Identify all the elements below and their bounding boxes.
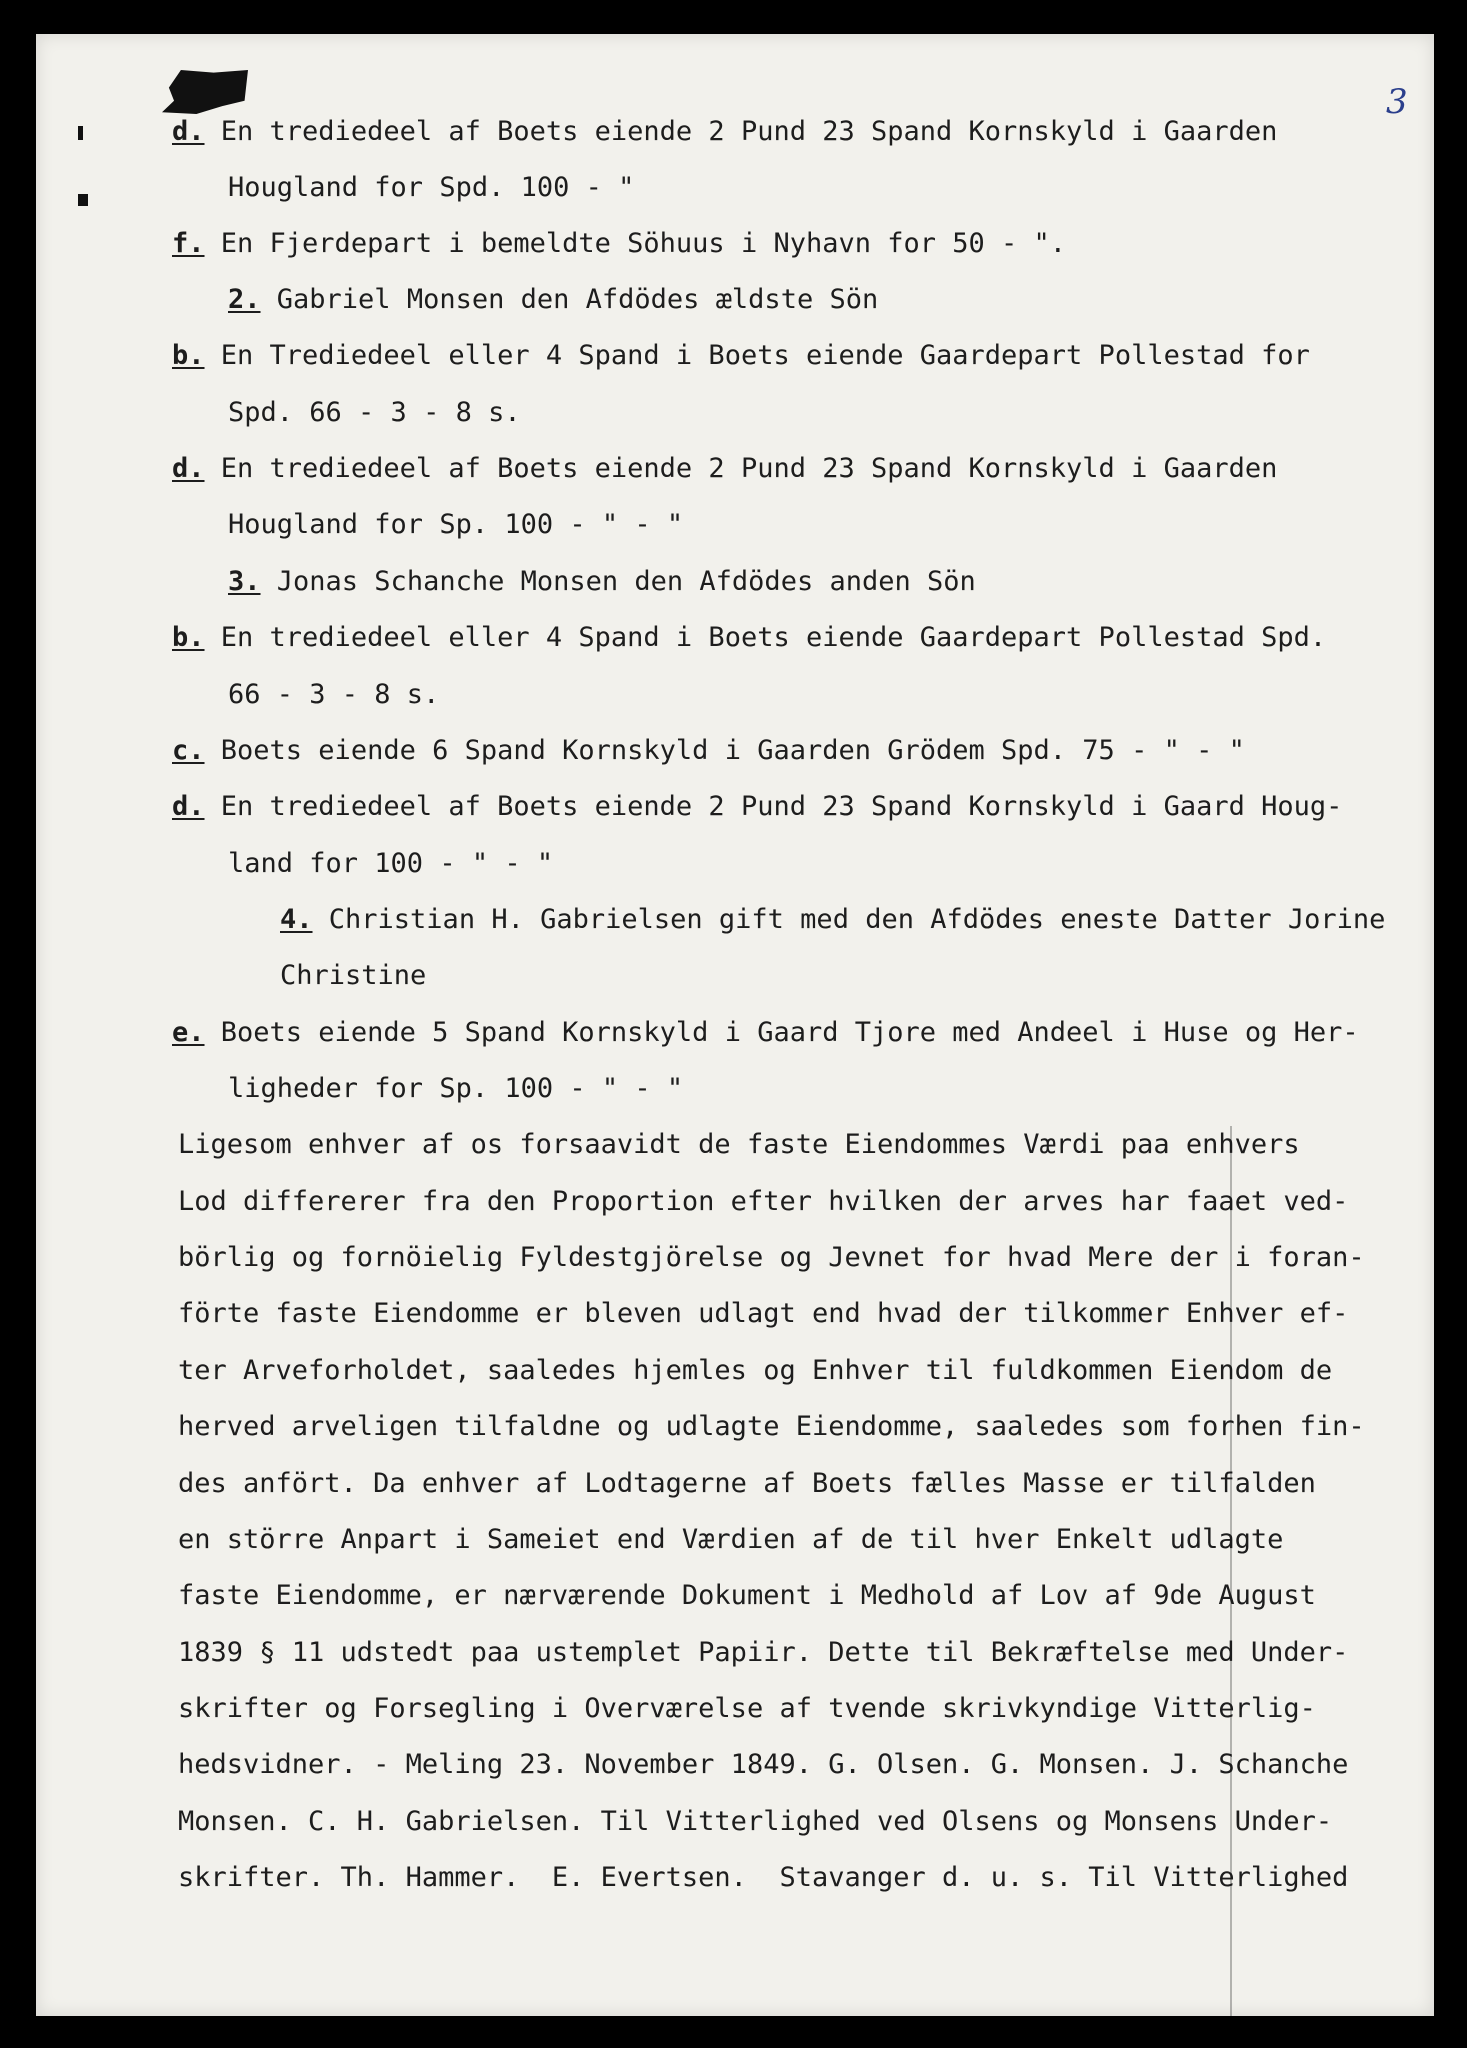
- line-text: skrifter. Th. Hammer. E. Evertsen. Stavanger d. u. s. Til Vitterlighed: [178, 1862, 1349, 1893]
- line-text: faste Eiendomme, er nærværende Dokument i Medhold af Lov af 9de August: [178, 1580, 1316, 1611]
- text-line: [172, 737, 1245, 764]
- page-number: 3: [1386, 82, 1408, 122]
- line-text: En trediedeel af Boets eiende 2 Pund 23 Spand Kornskyld i Gaarden: [204, 453, 1278, 484]
- line-text: börlig og fornöielig Fyldestgjörelse og Jevnet for hvad Mere der i foran-: [178, 1242, 1365, 1273]
- item-label: 2.: [228, 284, 261, 315]
- item-label: e.: [172, 1017, 205, 1048]
- text-line: [178, 1639, 1348, 1666]
- line-text: en större Anpart i Sameiet end Værdien af de til hver Enkelt udlagte: [178, 1524, 1284, 1555]
- text-line: [178, 1582, 1316, 1609]
- item-label: b.: [172, 622, 205, 653]
- text-line: [228, 568, 976, 595]
- text-line: [178, 1188, 1348, 1215]
- text-line: [172, 793, 1342, 820]
- item-label: d.: [172, 116, 205, 147]
- item-label: d.: [172, 791, 205, 822]
- line-text: hedsvidner. - Meling 23. November 1849. G. Olsen. G. Monsen. J. Schanche: [178, 1749, 1349, 1780]
- line-text: des anfört. Da enhver af Lodtagerne af Boets fælles Masse er tilfalden: [178, 1468, 1316, 1499]
- line-text: Boets eiende 6 Spand Kornskyld i Gaarden Grödem Spd. 75 - " - ": [204, 735, 1245, 766]
- text-line: [172, 342, 1310, 369]
- line-text: Spd. 66 - 3 - 8 s.: [228, 397, 521, 428]
- line-text: En Trediedeel eller 4 Spand i Boets eiende Gaardepart Pollestad for: [204, 340, 1310, 371]
- line-text: En Fjerdepart i bemeldte Söhuus i Nyhavn for 50 - ".: [204, 228, 1067, 259]
- text-line: [228, 1075, 683, 1102]
- text-line: [228, 399, 521, 426]
- line-text: Christian H. Gabrielsen gift med den Afdödes eneste Datter Jorine: [312, 904, 1386, 935]
- line-text: skrifter og Forsegling i Overværelse af tvende skrivkyndige Vitterlig-: [178, 1693, 1316, 1724]
- text-line: [178, 1413, 1365, 1440]
- line-text: En trediedeel af Boets eiende 2 Pund 23 Spand Kornskyld i Gaarden: [204, 116, 1278, 147]
- text-line: [178, 1244, 1365, 1271]
- item-label: f.: [172, 228, 205, 259]
- item-label: d.: [172, 453, 205, 484]
- text-line: [228, 681, 439, 708]
- line-text: Monsen. C. H. Gabrielsen. Til Vitterlighed ved Olsens og Monsens Under-: [178, 1806, 1333, 1837]
- text-line: [228, 174, 634, 201]
- text-line: [178, 1808, 1332, 1835]
- line-text: 66 - 3 - 8 s.: [228, 679, 440, 710]
- line-text: ter Arveforholdet, saaledes hjemles og Enhver til fuldkommen Eiendom de: [178, 1355, 1333, 1386]
- text-line: [178, 1131, 1300, 1158]
- line-text: Hougland for Spd. 100 - ": [228, 172, 635, 203]
- item-label: 4.: [280, 904, 313, 935]
- text-line: [228, 850, 553, 877]
- item-label: b.: [172, 340, 205, 371]
- line-text: Boets eiende 5 Spand Kornskyld i Gaard Tjore med Andeel i Huse og Her-: [204, 1017, 1359, 1048]
- text-line: [280, 962, 426, 989]
- text-line: [172, 118, 1277, 145]
- text-line: [172, 1019, 1359, 1046]
- line-text: förte faste Eiendomme er bleven udlagt end hvad der tilkommer Enhver ef-: [178, 1298, 1349, 1329]
- line-text: 1839 § 11 udstedt paa ustemplet Papiir. Dette til Bekræftelse med Under-: [178, 1637, 1349, 1668]
- line-text: Hougland for Sp. 100 - " - ": [228, 509, 684, 540]
- text-line: [178, 1526, 1283, 1553]
- line-text: ligheder for Sp. 100 - " - ": [228, 1073, 684, 1104]
- document-page: [36, 34, 1434, 2016]
- line-text: herved arveligen tilfaldne og udlagte Eiendomme, saaledes som forhen fin-: [178, 1411, 1365, 1442]
- text-line: [178, 1751, 1348, 1778]
- margin-mark: [78, 126, 83, 140]
- item-label: c.: [172, 735, 205, 766]
- text-line: [172, 230, 1066, 257]
- text-line: [228, 511, 683, 538]
- text-line: [280, 906, 1385, 933]
- line-text: Christine: [280, 960, 427, 991]
- text-line: [172, 455, 1277, 482]
- ink-stain-mark: [162, 70, 248, 114]
- line-text: En trediedeel eller 4 Spand i Boets eiende Gaardepart Pollestad Spd.: [204, 622, 1327, 653]
- margin-mark: [78, 194, 88, 206]
- text-line: [178, 1470, 1316, 1497]
- text-line: [178, 1695, 1316, 1722]
- text-line: [178, 1864, 1348, 1891]
- line-text: Jonas Schanche Monsen den Afdödes anden Sön: [260, 566, 976, 597]
- line-text: En trediedeel af Boets eiende 2 Pund 23 Spand Kornskyld i Gaard Houg-: [204, 791, 1343, 822]
- line-text: land for 100 - " - ": [228, 848, 554, 879]
- item-label: 3.: [228, 566, 261, 597]
- text-line: [172, 624, 1326, 651]
- text-line: [178, 1300, 1348, 1327]
- text-line: [178, 1357, 1332, 1384]
- line-text: Gabriel Monsen den Afdödes ældste Sön: [260, 284, 879, 315]
- line-text: Ligesom enhver af os forsaavidt de faste Eiendommes Værdi paa enhvers: [178, 1129, 1300, 1160]
- text-line: [228, 286, 878, 313]
- line-text: Lod differerer fra den Proportion efter hvilken der arves har faaet ved-: [178, 1186, 1349, 1217]
